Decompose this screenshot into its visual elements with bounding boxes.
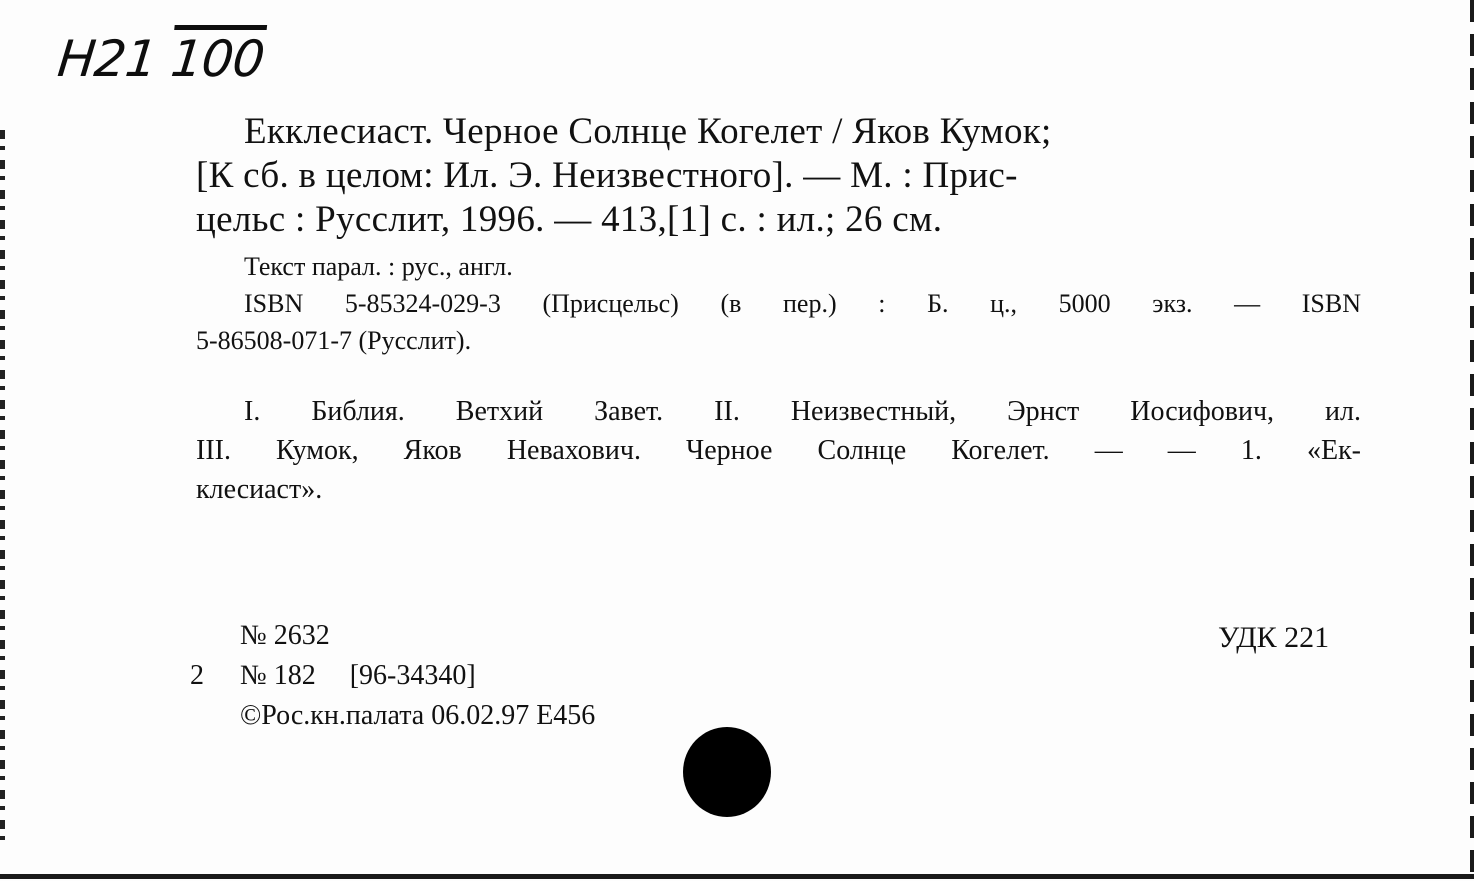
call-number-fraction: 100 (168, 30, 267, 88)
bracket-code: [96-34340] (349, 660, 476, 691)
language-note: Текст парал. : рус., англ. (244, 252, 513, 281)
description-line: Екклесиаст. Черное Солнце Когелет / Яков Кумок; (244, 111, 1052, 152)
book-chamber-stamp: ©Рос.кн.палата 06.02.97 Е456 (240, 700, 596, 731)
footer-row (190, 696, 595, 736)
call-number-code: Н21 (54, 30, 160, 88)
footer-row (190, 616, 595, 656)
copy-marker: 2 (190, 660, 204, 691)
description-line: [К сб. в целом: Ил. Э. Неизвестного]. — М. : Прис- (196, 155, 1018, 196)
tracing-line: I. Библия. Ветхий Завет. II. Неизвестный, Эрнст Иосифович, ил. (244, 396, 1361, 427)
card-footer (190, 616, 595, 736)
right-edge-scan-marks (1470, 0, 1474, 881)
handwritten-call-number (55, 30, 267, 88)
tracing-line: III. Кумок, Яков Невахович. Черное Солнце Когелет. — — 1. «Ек- (196, 435, 1361, 466)
left-edge-scan-marks (0, 130, 5, 850)
isbn-line-continued: 5-86508-071-7 (Русслит). (196, 326, 472, 355)
subject-tracings (196, 392, 1361, 509)
punch-hole (683, 727, 771, 817)
tracing-line: клесиаст». (196, 474, 323, 505)
description-line: цельс : Русслит, 1996. — 413,[1] с. : ил.; 26 см. (196, 199, 943, 240)
isbn-line: ISBN 5-85324-029-3 (Присцельс) (в пер.) : Б. ц., 5000 экз. — ISBN (244, 289, 1361, 318)
bibliographic-description (196, 110, 1361, 242)
udk-classification: УДК 221 (1218, 621, 1330, 654)
secondary-number: № 182 (240, 660, 316, 691)
bottom-edge-line (0, 874, 1474, 879)
notes-and-isbn (196, 248, 1361, 359)
record-number: № 2632 (240, 620, 330, 651)
footer-row (190, 656, 595, 696)
